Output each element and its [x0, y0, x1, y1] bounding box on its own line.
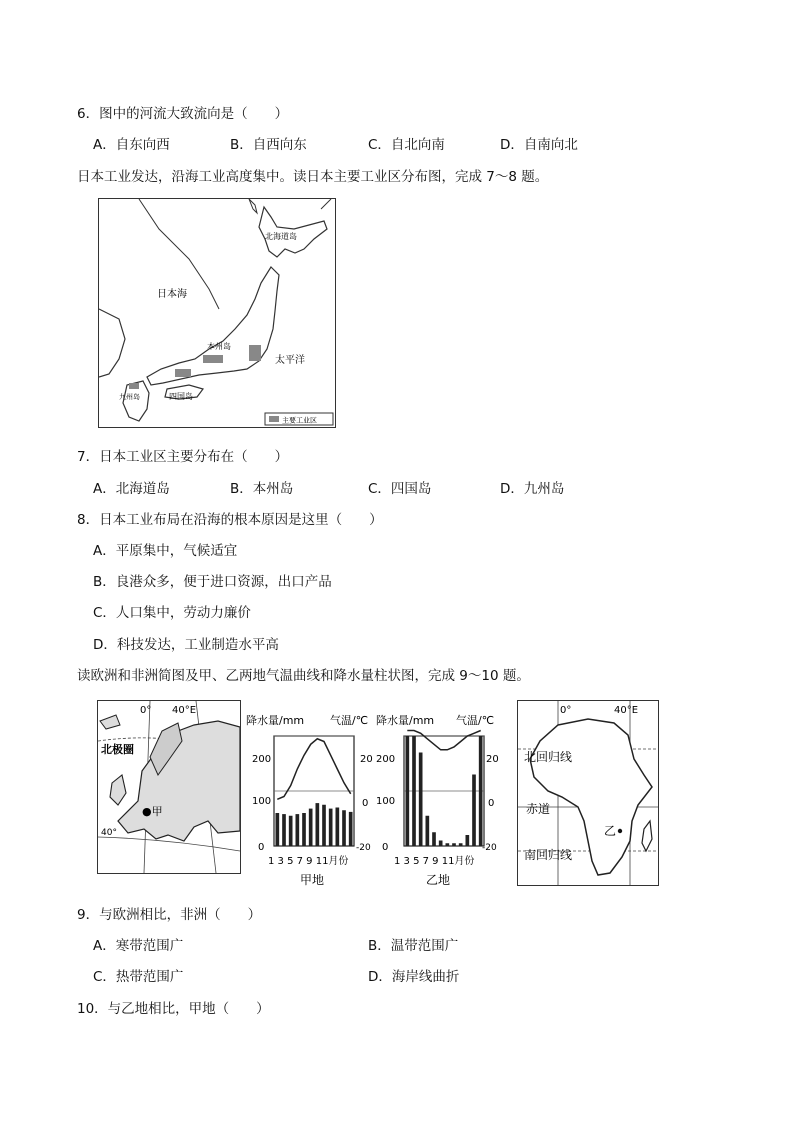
question-10-stem: 10．与乙地相比，甲地（ ） — [77, 1001, 270, 1017]
yi-x-ticks: 1 3 5 7 9 11月份 — [394, 856, 475, 867]
yi-precip-bar-2 — [412, 736, 416, 846]
yi-tick-0: 0 — [382, 842, 389, 853]
iceland — [100, 715, 120, 729]
q6-option-b[interactable]: B．自西向东 — [230, 137, 307, 153]
jia-temperature-line — [277, 739, 350, 800]
jia-right-axis-label: 气温/℃ — [330, 714, 369, 727]
africa-map — [517, 700, 659, 886]
yi-rtick-neg20: -20 — [482, 843, 497, 853]
q7-option-a[interactable]: A．北海道岛 — [93, 481, 170, 497]
jia-x-ticks: 1 3 5 7 9 11月份 — [268, 856, 349, 867]
yi-precip-bar-6 — [439, 841, 443, 847]
jia-rtick-0: 0 — [362, 798, 369, 809]
jia-precip-bar-1 — [276, 813, 280, 846]
yi-rtick-20: 20 — [486, 754, 499, 765]
q9-option-b[interactable]: B．温带范围广 — [368, 938, 459, 954]
jia-precip-bar-9 — [329, 809, 333, 846]
honshu-landmass — [147, 267, 279, 385]
yi-precip-bar-3 — [419, 753, 423, 847]
yi-rtick-0: 0 — [488, 798, 495, 809]
q7-option-c[interactable]: C．四国岛 — [368, 481, 432, 497]
question-8-stem: 8．日本工业布局在沿海的根本原因是这里（ ） — [77, 512, 383, 528]
jia-precip-bar-2 — [282, 814, 286, 846]
lat40-line — [98, 837, 240, 851]
q7-option-d[interactable]: D．九州岛 — [500, 481, 565, 497]
q9-option-d[interactable]: D．海岸线曲折 — [368, 969, 460, 985]
question-6-stem: 6．图中的河流大致流向是（ ） — [77, 106, 289, 122]
label-lon0: 0° — [140, 705, 152, 716]
jia-caption: 甲地 — [300, 873, 325, 887]
jia-precip-bar-3 — [289, 816, 293, 846]
europe-map — [97, 700, 241, 874]
industrial-zone-kyushu — [129, 383, 139, 389]
yi-precip-bar-9 — [459, 843, 463, 846]
label-lon0: 0° — [560, 705, 572, 716]
label-yi: 乙 — [604, 824, 617, 838]
label-honshu: 本州岛 — [207, 342, 231, 351]
question-9-stem: 9．与欧洲相比，非洲（ ） — [77, 907, 262, 923]
legend-swatch — [269, 416, 279, 422]
british-isles — [110, 775, 126, 805]
industrial-zone-osaka — [175, 369, 191, 377]
label-lon40: 40°E — [172, 705, 197, 716]
yi-precip-bar-1 — [406, 736, 410, 846]
label-lat40: 40° — [101, 828, 117, 838]
intro-9-10: 读欧洲和非洲简图及甲、乙两地气温曲线和降水量柱状图，完成 9～10 题。 — [77, 668, 530, 684]
label-equator: 赤道 — [526, 802, 551, 816]
label-hokkaido: 北海道岛 — [265, 232, 297, 241]
jia-tick-200: 200 — [252, 754, 272, 765]
jia-rtick-20: 20 — [360, 754, 373, 765]
jia-rtick-neg20: -20 — [356, 843, 371, 853]
label-sea-of-japan: 日本海 — [157, 289, 187, 300]
jia-precip-bar-5 — [302, 813, 306, 846]
madagascar — [642, 821, 652, 851]
jia-left-axis-label: 降水量/mm — [246, 714, 305, 727]
yi-precip-bar-4 — [426, 816, 430, 846]
q6-option-d[interactable]: D．自南向北 — [500, 137, 578, 153]
climate-chart-yi — [376, 702, 510, 890]
label-arctic-circle: 北极圈 — [101, 743, 134, 756]
jia-precip-bar-4 — [296, 814, 300, 846]
jia-precip-bar-6 — [309, 809, 313, 846]
yi-tick-100: 100 — [376, 796, 396, 807]
industrial-zone-tokyo — [249, 345, 261, 361]
yi-precip-bar-10 — [466, 835, 470, 846]
sakhalin — [249, 199, 257, 213]
jia-tick-0: 0 — [258, 842, 265, 853]
yi-precip-bar-8 — [452, 843, 456, 846]
jia-precip-bar-12 — [349, 812, 353, 846]
intro-7-8: 日本工业发达，沿海工业高度集中。读日本主要工业区分布图，完成 7～8 题。 — [77, 169, 549, 185]
yi-precip-bar-7 — [446, 843, 450, 846]
yi-temperature-line — [407, 731, 480, 750]
q8-option-b[interactable]: B．良港众多，便于进口资源，出口产品 — [93, 574, 332, 590]
label-pacific: 太平洋 — [275, 355, 305, 366]
label-jia-point: ●甲 — [142, 805, 163, 818]
climate-chart-jia — [246, 702, 378, 890]
q8-option-a[interactable]: A．平原集中，气候适宜 — [93, 543, 238, 559]
yi-tick-200: 200 — [376, 754, 396, 765]
asia-coastline — [99, 309, 125, 377]
label-lon40: 40°E — [614, 705, 639, 716]
jia-precip-bar-11 — [342, 810, 346, 846]
kuril-islands — [321, 199, 331, 209]
label-shikoku: 四国岛 — [169, 392, 193, 401]
yi-precip-bar-5 — [432, 832, 436, 846]
label-tropic-s: 南回归线 — [524, 848, 573, 862]
industrial-zone-nagoya — [203, 355, 223, 363]
yi-precip-bar-11 — [472, 775, 476, 847]
q6-option-c[interactable]: C．自北向南 — [368, 137, 445, 153]
q8-option-d[interactable]: D．科技发达，工业制造水平高 — [93, 637, 279, 653]
q8-option-c[interactable]: C．人口集中，劳动力廉价 — [93, 605, 251, 621]
yi-left-axis-label: 降水量/mm — [376, 714, 435, 727]
yi-right-axis-label: 气温/℃ — [456, 714, 495, 727]
q9-option-c[interactable]: C．热带范围广 — [93, 969, 184, 985]
q6-option-a[interactable]: A．自东向西 — [93, 137, 170, 153]
question-7-stem: 7．日本工业区主要分布在（ ） — [77, 449, 289, 465]
jia-precip-bar-10 — [336, 808, 340, 847]
jia-precip-bar-8 — [322, 805, 326, 846]
legend-label: 主要工业区 — [282, 416, 317, 425]
yi-precip-bar-12 — [479, 736, 483, 846]
yi-point — [618, 829, 622, 833]
jia-precip-bar-7 — [316, 803, 320, 846]
yi-caption: 乙地 — [426, 873, 451, 887]
label-tropic-n: 北回归线 — [524, 750, 573, 764]
label-kyushu: 九州岛 — [119, 393, 140, 401]
q7-option-b[interactable]: B．本州岛 — [230, 481, 294, 497]
jia-tick-100: 100 — [252, 796, 272, 807]
japan-industry-map — [98, 198, 336, 428]
q9-option-a[interactable]: A．寒带范围广 — [93, 938, 184, 954]
